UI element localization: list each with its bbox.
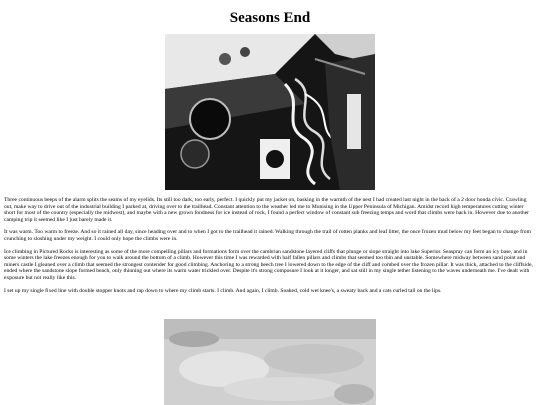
car-interior-illustration [165, 34, 375, 190]
paragraph-2: It was warm. Too warm to freeze. And so it rained all day, since heading over and to when I got to the trailhead it rained. Walking through the trail of rotten planks and leaf litter, the once frozen mud below my feet began to change from crunching to sloshing under my weight. I could only hope the climbs were in. [4, 229, 531, 242]
paragraph-3: Ice climbing in Pictured Rocks is interesting as some of the more compelling pillars and formations form over the cambrian sandstone layered cliffs that plunge or slope straight into lake Superior. Seaspray can form an icy base, and in some winters the lake freezes enough for you to walk around the bottom of a climb. However this time I was rewarded with half fallen pillars and climbs that seemed too thin and unstable. Somewhere midway between sand point and miners castle I gleaned over a climb that seemed the strongest contender for good climbing. Anchoring to a strong beech tree I lowered down to the edge of the cliff and combed over the frozen pillar. It was thick, attached to the cliffside, ended where the sandstone slope formed beach, only thinning out where its warm water trickled over. Despite it's strong composure I look at it longer, and sat still in my single tether listening to the waves underneath me. I've dealt with exposure but not really like this. [4, 248, 533, 281]
paragraph-4: I set up my single fixed line with double stopper knots and rap down to where my climb starts. I climb. And again, I climb. Soaked, cold wet knee's, a sweaty back and a cats curled tail on the lips. [4, 287, 442, 294]
article-body [4, 197, 536, 300]
photo-car-interior [165, 34, 375, 190]
article-title: Seasons End [229, 10, 311, 26]
ice-illustration [164, 319, 376, 405]
photo-ice [164, 319, 376, 405]
paragraph-1: Three continuous beeps of the alarm splits the seams of my eyelids. Its still too dark, too early, perfect. I quickly put my jacket on, basking in the warmth of the nest I had created last night in the back of a 2 door honda civic. Crawling out, make way to drive out of the industrial building I parked at, driving over to the trailhead. Constant attention to the weather led me to Munising in the Upper Peninsula of Michigan. Amidst record high temperatures cutting winter short for most of the country (especially the midwest), and maybe with a new grown fondness for ice instead of rock, I found a perfect window of constant sub freezing temps and word that climbs were back in. However due to another camping trip it seemed like I just barely made it. [4, 197, 530, 223]
